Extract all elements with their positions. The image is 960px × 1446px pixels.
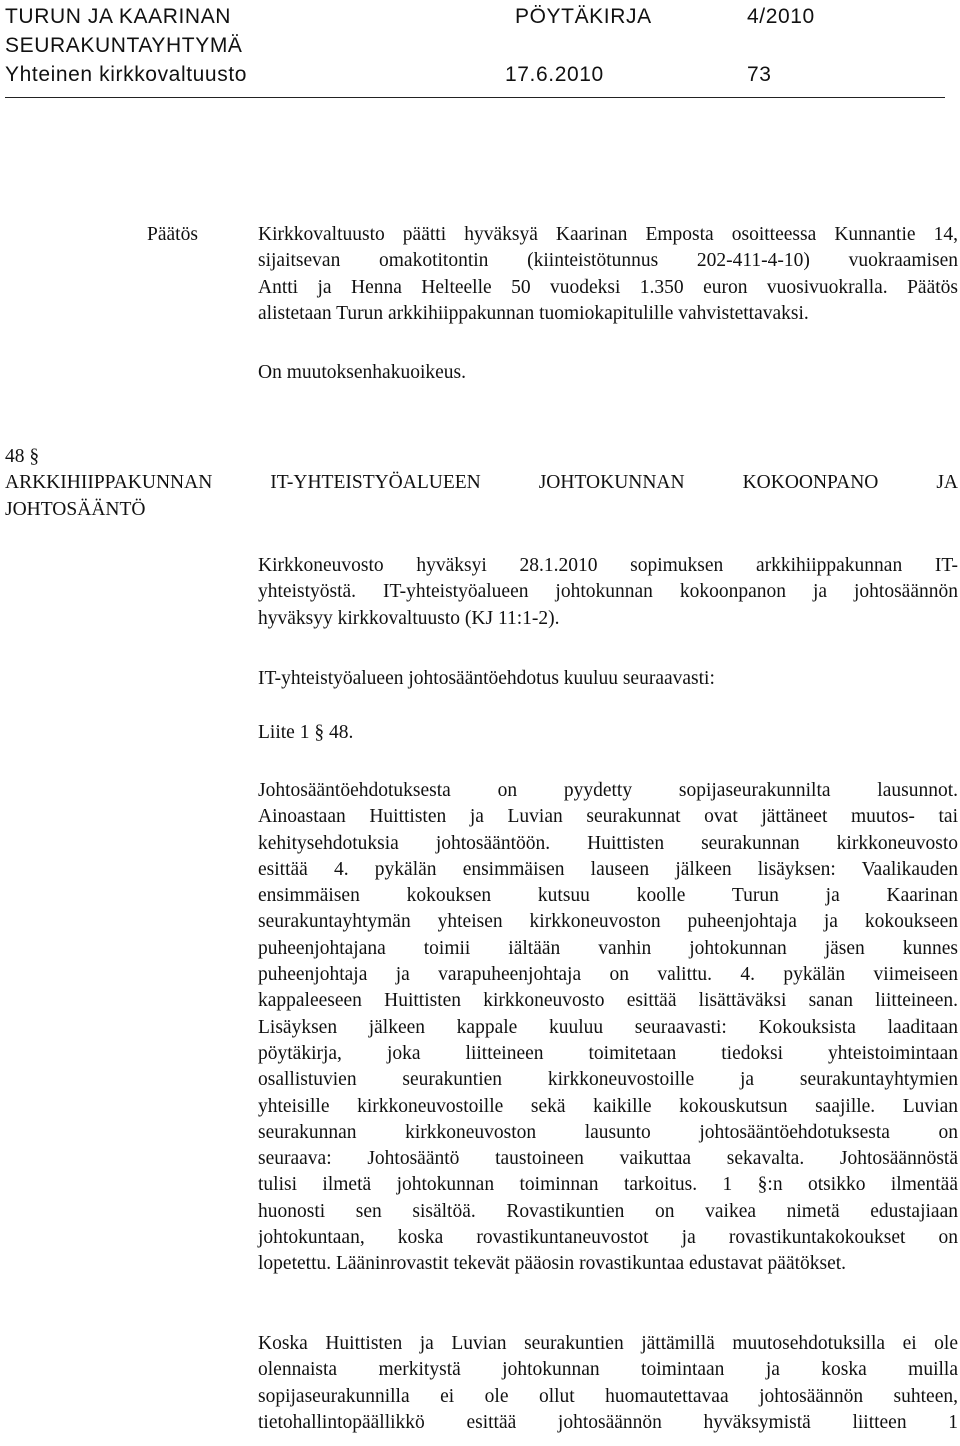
paragraph-line: Lisäyksen jälkeen kappale kuuluu seuraavasti: Kokouksista laaditaan bbox=[258, 1016, 958, 1038]
paragraph-conclusion bbox=[258, 1331, 958, 1436]
meeting-body: Yhteinen kirkkovaltuusto bbox=[5, 63, 248, 86]
paragraph-line: ensimmäisen kokouksen kutsuu koolle Turun ja Kaarinan bbox=[258, 885, 958, 907]
paragraph-line: puheenjohtajana toimii iältään vanhin johtokunnan jäsen kunnes bbox=[258, 937, 958, 959]
header-divider bbox=[5, 97, 945, 98]
paragraph-line: esittää 4. pykälän ensimmäisen lauseen jälkeen lisäyksen: Vaalikauden bbox=[258, 858, 958, 880]
decision-line: Kirkkovaltuusto päätti hyväksyä Kaarinan Emposta osoitteessa Kunnantie 14, bbox=[258, 224, 958, 245]
section-title-continued: JOHTOSÄÄNTÖ bbox=[5, 498, 146, 520]
paragraph-line: Johtosääntöehdotuksesta on pyydetty sopijaseurakunnilta lausunnot. bbox=[258, 780, 958, 801]
header-row-2 bbox=[5, 31, 950, 60]
organization-name: TURUN JA KAARINAN bbox=[5, 5, 232, 28]
paragraph-line: seurakunnan kirkkoneuvoston lausunto johtosääntöehdotuksesta on bbox=[258, 1121, 958, 1143]
paragraph-line: sopijaseurakunnilla ei ole ollut huomautettavaa johtosäännön suhteen, bbox=[258, 1385, 958, 1407]
paragraph-line: kappaleeseen Huittisten kirkkoneuvosto esittää lisättäväksi sanan liitteineen. bbox=[258, 990, 958, 1012]
paragraph-line: johtokuntaan, koska rovastikuntaneuvostot ja rovastikuntakokoukset on bbox=[258, 1227, 958, 1249]
paragraph-line: hyväksyy kirkkovaltuusto (KJ 11:1-2). bbox=[258, 607, 560, 629]
paragraph-line: olennaista merkitystä johtokunnan toimintaan ja koska muilla bbox=[258, 1359, 958, 1381]
decision-label: Päätös bbox=[147, 224, 198, 245]
paragraph-line: yhteistyöstä. IT-yhteistyöalueen johtokunnan kokoonpanon ja johtosäännön bbox=[258, 581, 958, 603]
paragraph-line: yhteisille kirkkoneuvostoille sekä kaikille kokouskutsun saajille. Luvian bbox=[258, 1095, 958, 1117]
paragraph-background bbox=[258, 553, 958, 632]
appeal-notice: On muutoksenhakuoikeus. bbox=[258, 362, 466, 383]
page-number: 73 bbox=[747, 63, 772, 86]
paragraph-line: Kirkkoneuvosto hyväksyi 28.1.2010 sopimuksen arkkihiippakunnan IT- bbox=[258, 555, 958, 576]
attachment-reference: Liite 1 § 48. bbox=[258, 722, 354, 743]
paragraph-line: huonosti sen sisältöä. Rovastikuntien on vaikea nimetä edustajiaan bbox=[258, 1200, 958, 1222]
paragraph-line: kehitysehdotuksia johtosääntöön. Huittisten seurakunnan kirkkoneuvosto bbox=[258, 832, 958, 854]
paragraph-proposal-intro: IT-yhteistyöalueen johtosääntöehdotus kuuluu seuraavasti: bbox=[258, 668, 715, 689]
header-row-3 bbox=[5, 60, 950, 89]
decision-line: sijaitsevan omakotitontin (kiinteistötunnus 202-411-4-10) vuokraamisen bbox=[258, 250, 958, 272]
decision-paragraph bbox=[258, 222, 958, 327]
paragraph-line: seuraava: Johtosääntö taustoineen vaikuttaa sekavalta. Johtosäännöstä bbox=[258, 1148, 958, 1170]
document-type: PÖYTÄKIRJA bbox=[515, 5, 652, 28]
paragraph-line: pöytäkirja, joka liitteineen toimitetaan tiedoksi yhteistoimintaan bbox=[258, 1042, 958, 1064]
decision-line: Antti ja Henna Helteelle 50 vuodeksi 1.350 euron vuosivuokralla. Päätös bbox=[258, 276, 958, 298]
paragraph-line: Ainoastaan Huittisten ja Luvian seurakunnat ovat jättäneet muutos- tai bbox=[258, 806, 958, 828]
meeting-date: 17.6.2010 bbox=[505, 63, 604, 86]
paragraph-statements bbox=[258, 778, 958, 1278]
paragraph-line: puheenjohtaja ja varapuheenjohtaja on valittu. 4. pykälän viimeiseen bbox=[258, 964, 958, 986]
document-number: 4/2010 bbox=[747, 5, 815, 28]
paragraph-line: seurakuntayhtymän yhteisen kirkkoneuvoston puheenjohtaja ja kokoukseen bbox=[258, 911, 958, 933]
document-header bbox=[5, 2, 950, 89]
paragraph-line: lopetettu. Lääninrovastit tekevät pääosin rovastikuntaa edustavat päätökset. bbox=[258, 1253, 847, 1275]
decision-line: alistetaan Turun arkkihiippakunnan tuomiokapitulille vahvistettavaksi. bbox=[258, 302, 809, 324]
paragraph-line: Koska Huittisten ja Luvian seurakuntien jättämillä muutosehdotuksilla ei ole bbox=[258, 1333, 958, 1354]
organization-name-line2: SEURAKUNTAYHTYMÄ bbox=[5, 34, 243, 57]
paragraph-line: tulisi ilmetä johtokunnan toiminnan tarkoitus. 1 §:n otsikko ilmentää bbox=[258, 1174, 958, 1196]
paragraph-line: osallistuvien seurakuntien kirkkoneuvostoille ja seurakuntayhtymien bbox=[258, 1069, 958, 1091]
paragraph-line: tietohallintopäällikkö esittää johtosäännön hyväksymistä liitteen 1 bbox=[258, 1411, 958, 1433]
section-heading bbox=[5, 444, 958, 523]
section-number: 48 § bbox=[5, 446, 40, 467]
section-title: ARKKIHIIPPAKUNNAN IT-YHTEISTYÖALUEEN JOHTOKUNNAN KOKOONPANO JA bbox=[5, 472, 958, 494]
header-row-1 bbox=[5, 2, 950, 31]
